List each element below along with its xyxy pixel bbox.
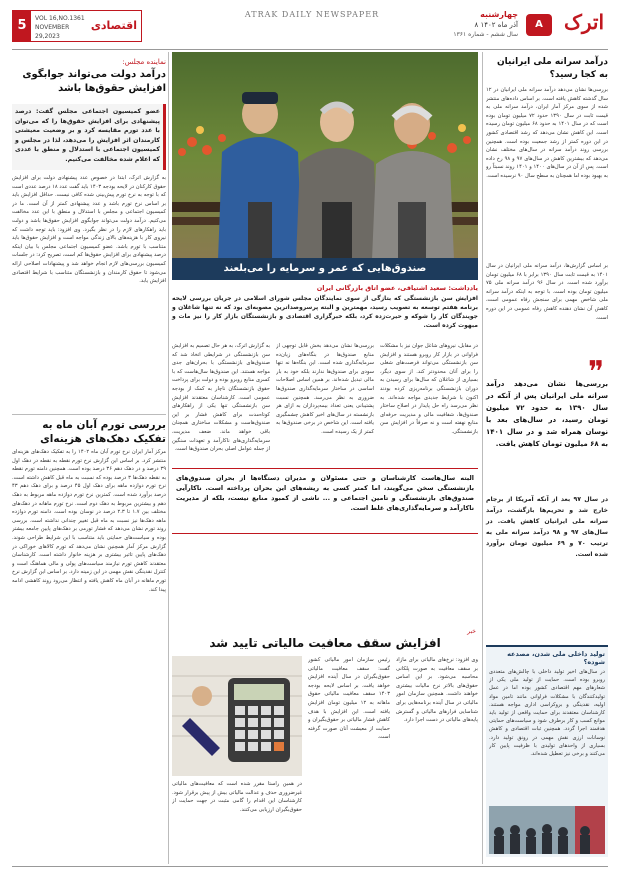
section-header <box>12 10 142 42</box>
article-column: به گزارش اترک، به هر حال تصمیم به افزایش سن بازنشستگی در شرایطی اتخاذ شد که صندوق‌های بازنشستگی با بحران‌های جدی مواجه هستند. این صندوق‌ها سال‌هاست که با کسری منابع روبرو بوده و دولت برای پرداخت حقوق بازنشستگان ناچار به کمک از بودجه عمومی است. کارشناسان معتقدند افزایش سن بازنشستگی تنها یکی از راهکارهای کوتاه‌مدت برای کاهش فشار بر این صندوق‌هاست و مشکلات ساختاری همچنان باقی خواهد ماند. ضعف مدیریت، سرمایه‌گذاری‌های ناکارآمد و تعهدات سنگین از جمله عوامل اصلی بحران صندوق‌ها است. <box>172 343 270 453</box>
article-title[interactable]: درآمد دولت می‌تواند جوابگوی افزایش حقوق‌ها باشد <box>22 69 166 94</box>
divider <box>12 414 166 415</box>
highlight-quote: در سال ۹۷ بعد از آنکه آمریکا از برجام خارج شد و تحریم‌ها بازگشت، درآمد سرانه ملی ایرانیان کاهش یافت. در سال‌های ۹۷ و ۹۸ درآمد سرانه ملی به ترتیب ۷۰ و ۶۹ میلیون تومان برآورد شده است. <box>486 496 609 558</box>
article-body: بررسی‌ها نشان می‌دهد درآمد سرانه ملی ایرانیان در ۱۲ سال گذشته کاهش یافته است. بر اساس داده‌های منتشر شده از سوی مرکز آمار ایران، درآمد سرانه ملی به قیمت ثابت در سال ۱۳۹۰ حدود ۷۲ میلیون تومان بوده است که در سال ۱۴۰۱ به حدود ۶۸ میلیون تومان رسیده است. این کاهش نشان می‌دهد که رشد اقتصادی کشور در این دوره کمتر از رشد جمعیت بوده است. همچنین بررسی روند درآمد سرانه در سال‌های مختلف نشان می‌دهد که بیشترین کاهش در سال‌های ۹۷ و ۹۸ رخ داده است. پس از آن در سال‌های ۱۴۰۰ و ۱۴۰۱ روند نسبتاً رو به بهبود بوده اما همچنان به سطح سال ۹۰ نرسیده است. <box>486 87 608 179</box>
article-byline: یادداشت: سعید اشتیاقی، عضو اتاق بازرگانی ایران <box>316 284 478 292</box>
article-lead: افزایش سن بازنشستگی که بتازگی از سوی نمایندگان مجلس شورای اسلامی در جریان بررسی لایحه برنامه هفتم توسعه به تصویب رسید، مهمترین و البته پرسروصداترین مصوبه‌ای بود که نه تنها شاغلان و جویندگان کار را شوکه و حیرت‌زده کرد، بلکه خبرگزاری اقتصادی و بازنشستگان بازار کار را نیز مات و مبهوت کرده است. <box>172 295 478 329</box>
volume-info <box>35 14 93 41</box>
article-title[interactable]: درآمد سرانه ملی ایرانیان به کجا رسید؟ <box>496 57 608 80</box>
article-kicker: خبر <box>467 628 476 635</box>
sidebar-box <box>486 645 608 857</box>
photo-caption-headline[interactable]: صندوق‌هایی که عمر و سرمایه را می‌بلعند <box>172 258 478 280</box>
article-body: بر اساس گزارش‌ها، درآمد سرانه ملی ایرانیان در سال ۱۴۰۱ به قیمت ثابت سال ۱۳۹۰ برابر با ۶۸ میلیون تومان برآورد شده است. در سال ۹۶ درآمد سرانه ملی ۷۵ میلیون تومان بوده است. با توجه به اینکه درآمد سرانه ملی شاخص مهمی برای سنجش رفاه عمومی است، کاهش آن نشان دهنده کاهش رفاه عمومی در این دوره است. <box>486 263 608 321</box>
calculator-illustration <box>172 656 302 776</box>
article-column: رئیس سازمان امور مالیاتی کشور گفت: سقف معافیت مالیاتی حقوق‌بگیران در سال آینده افزایش خواهد یافت. بر اساس لایحه بودجه ۱۴۰۳ سقف معافیت مالیاتی حقوق ماهانه به ۱۲ میلیون تومان افزایش یافته است. این افزایش با هدف کاهش فشار مالیاتی بر حقوق‌بگیران و حمایت از معیشت آنان صورت گرفته است. <box>308 657 390 741</box>
column-divider <box>168 52 169 864</box>
tax-article-header <box>172 628 478 652</box>
date-full: ۸ آذر ماه ۱۴۰۲ <box>474 21 518 29</box>
logo-text: اترک <box>563 10 604 34</box>
sidebar-box-body: در سال‌های اخیر تولید داخلی با چالش‌های متعددی روبرو بوده است. حمایت از تولید ملی یکی از شعارهای مهم اقتصادی کشور بوده اما در عمل تولیدکنندگان با مشکلات فراوانی مانند تامین مواد اولیه، نقدینگی و بروکراسی اداری مواجه هستند. کارشناسان معتقدند برای حمایت واقعی از تولید باید موانع کسب و کار برطرف شود و سیاست‌های حمایتی هدفمند اجرا گردد. همچنین ثبات اقتصادی و کاهش نوسانات ارزی نقش مهمی در رونق تولید دارد. بسیاری از واحدهای تولیدی با ظرفیت پایین کار می‌کنند و برخی نیز تعطیل شده‌اند. <box>489 669 605 758</box>
issue-number: سال ششم - شماره ۱۳۶۱ <box>453 31 518 38</box>
crowd-illustration <box>489 806 605 854</box>
article-column: وی افزود: نرخ‌های مالیاتی برای مازاد بر سقف معافیت به صورت پلکانی محاسبه می‌شود. بر این اساس حقوق‌های بالاتر نرخ مالیات بیشتری خواهند داشت. همچنین سازمان امور مالیاتی در سال آینده برنامه‌هایی برای شناسایی فرارهای مالیاتی و گسترش پایه‌های مالیاتی در دست اجرا دارد. <box>396 657 478 724</box>
article-title[interactable]: بررسی تورم آبان ماه به تفکیک دهک‌های هزینه‌ای <box>40 419 166 445</box>
article-body: مرکز آمار ایران نرخ تورم آبان ماه ۱۴۰۲ را به تفکیک دهک‌های هزینه‌ای منتشر کرد. بر اساس این گزارش نرخ تورم نقطه به نقطه در دهک اول ۳۹ درصد و در دهک دهم ۳۶ درصد بوده است. همچنین دامنه تورم نقطه به نقطه دهک‌ها ۳ درصد بوده که نسبت به ماه قبل کاهش داشته است. نرخ تورم دوازده ماهه برای دهک اول ۴۵ درصد و برای دهک دهم ۴۳ درصد برآورد شده است. کمترین نرخ تورم دوازده ماهه مربوط به دهک دهم و بیشترین مربوط به دهک دوم است. نرخ تورم ماهانه در دهک‌های مختلف بین ۱.۷ تا ۲.۳ درصد در نوسان بوده است. دامنه تورم دوازده ماهه دهک‌ها نیز نسبت به ماه قبل تغییر چندانی نداشته است. بررسی روند تورم نشان می‌دهد که فشار تورمی بر دهک‌های پایین جامعه بیشتر بوده و سیاست‌های حمایتی باید متناسب با این شرایط طراحی شوند. گزارش مرکز آمار همچنین نشان می‌دهد که تورم کالاهای خوراکی در دهک‌های پایین تاثیر بیشتری بر هزینه خانوار داشته است. کارشناسان معتقدند کاهش تورم نیازمند سیاست‌های پولی و مالی هماهنگ است و کنترل نقدینگی نقش مهمی در این زمینه دارد. بر اساس این گزارش نرخ تورم ماهانه در آبان ماه کاهش یافته و انتظار می‌رود روند کاهشی ادامه پیدا کند. <box>12 449 166 593</box>
quote-mark-icon: ❞ <box>588 355 605 390</box>
pull-quote-text: البته سال‌هاست کارشناسان و حتی مسئولان و مدیران دستگاه‌ها از بحران صندوق‌های بازنشستگی سخن می‌گویند، اما کمتر کسی به ریشه‌های این بحران پرداخته است. ناکارآیی صندوق‌های بازنشستگی و تامین اجتماعی و ... ناشی از کمبود منابع نیست، بلکه از مدیریت ناکارآمد و سرمایه‌گذاری‌های غلط است. <box>176 474 474 512</box>
volume-line: VOL 16,NO.1361 <box>35 15 85 22</box>
page-footer-line <box>12 866 608 867</box>
date-line: NOVEMBER 29,2023 <box>35 24 70 40</box>
pull-quote <box>172 468 478 534</box>
article-summary-box <box>12 104 166 170</box>
article-column: بررسی‌ها نشان می‌دهد بخش قابل توجهی از منابع صندوق‌ها در بنگاه‌های زیان‌ده سرمایه‌گذاری شده است. این بنگاه‌ها نه تنها سودی برای صندوق‌ها ندارند بلکه خود به بار مالی تبدیل شده‌اند. بر همین اساس اصلاحات اساسی در ساختار سرمایه‌گذاری صندوق‌ها ضروری به نظر می‌رسد. همچنین نسبت پشتیبانی یعنی تعداد بیمه‌پردازان به ازای هر بازنشسته در سال‌های اخیر کاهش چشمگیری یافته است. این شاخص در برخی صندوق‌ها به کمتر از یک رسیده است. <box>276 343 374 435</box>
page-header <box>12 6 608 50</box>
newspaper-logo[interactable] <box>526 8 604 42</box>
column-divider <box>482 52 483 864</box>
section-name: اقتصادی <box>90 19 137 32</box>
sidebar-box-title[interactable]: تولید داخلی ملی شدن، مصدعه شوده؟ <box>507 650 605 666</box>
calculator-photo <box>172 656 302 776</box>
article-column: در همین راستا مقرر شده است که معافیت‌های مالیاتی غیرضروری حذف و عدالت مالیاتی بیش از پیش برقرار شود. کارشناسان این اقدام را گامی مثبت در جهت حمایت از حقوق‌بگیران ارزیابی می‌کنند. <box>172 781 302 813</box>
crowd-photo <box>489 806 605 854</box>
article-summary: عضو کمیسیون اجتماعی مجلس گفت: درصد پیشنهادی برای افزایش حقوق‌ها را که می‌توان با عدد تورم مقایسه کرد و بر وضعیت معیشتی کارمندان اثر افزایش را می‌دهد، لذا در مجلس و کمیسیون اجتماعی با استدلال و منطق با عددی که اعلام شده مخالفت می‌کنیم. <box>15 108 160 163</box>
article-title[interactable]: افزایش سقف معافیت مالیاتی تایید شد <box>209 636 441 650</box>
article-kicker: نماینده مجلس: <box>122 58 166 66</box>
logo-mark: A <box>526 14 552 36</box>
newspaper-name: ATRAK DAILY NEWSPAPER <box>244 10 380 19</box>
article-column: در مقابل، نیروهای شاغل جوان نیز با مشکلات فراوانی در بازار کار روبرو هستند و افزایش سن بازنشستگی می‌تواند فرصت‌های شغلی را برای آنان محدودتر کند. از سوی دیگر، بسیاری از شاغلان که سال‌ها برای رسیدن به دوران بازنشستگی برنامه‌ریزی کرده بودند اکنون با شرایط جدیدی مواجه شده‌اند. به نظر می‌رسد راه حل پایدار در اصلاح ساختار صندوق‌ها، شفافیت مالی و مدیریت حرفه‌ای منابع نهفته است و نه صرفاً در افزایش سن بازنشستگی. <box>380 343 478 435</box>
article-body: به گزارش اترک، ابتدا در خصوص عدد پیشنهادی دولت برای افزایش حقوق کارکنان در لایحه بودجه ۱۴۰۳ باید گفت عدد ۱۸ درصد عددی است که با توجه به نرخ تورم پیش‌بینی شده کافی نیست. حداقل افزایش باید بر اساس نرخ تورم باشد و عدد پیشنهادی کمتر از آن است. ما در کمیسیون اجتماعی و مجلس با استدلال و منطق با این عدد مخالفت می‌کنیم. درآمد دولت می‌تواند جوابگوی افزایش حقوق‌ها باشد و دولت باید راهکارهای لازم را در نظر بگیرد. وی افزود: باید توجه داشت که نیروی کار با هزینه‌های بالای زندگی مواجه است و افزایش حقوق‌ها باید متناسب با تورم باشد. عضو کمیسیون اجتماعی مجلس با بیان اینکه درصد پیشنهادی برای افزایش حقوق‌ها کم است، تصریح کرد: در جلسات کمیسیون بررسی‌های لازم انجام خواهد شد و پیشنهادات اصلاحی ارائه می‌شود تا حقوق کارمندان و بازنشستگان متناسب با شرایط اقتصادی افزایش یابد. <box>12 175 166 285</box>
photo-illustration <box>172 52 478 260</box>
date-weekday: چهارشنبه <box>480 10 518 19</box>
elderly-men-photo <box>172 52 478 260</box>
highlight-quote: بررسی‌ها نشان می‌دهد درآمد سرانه ملی ایرانیان پس از آنکه در سال ۱۳۹۰ به حدود ۷۲ میلیون تومان رسید، در سال‌های بعد با نوسان همراه شد و در سال ۱۴۰۱ به ۶۸ میلیون تومان کاهش یافت. <box>486 380 609 448</box>
page-number: 5 <box>13 11 31 41</box>
